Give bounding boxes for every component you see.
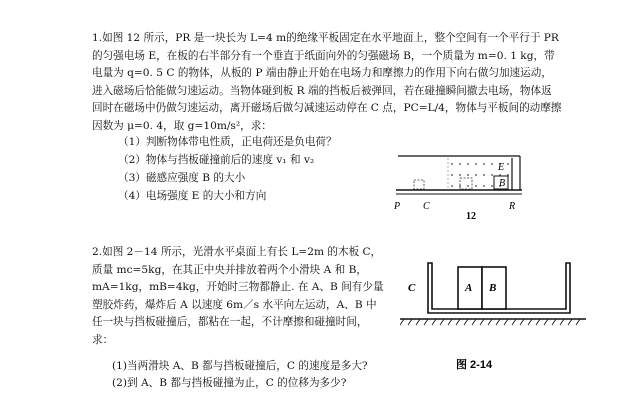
problem-2-question-1: (1)当两滑块 A、B 都与挡板碰撞后，C 的速度是多大? — [112, 360, 368, 372]
problem-2-text: 2.如图 2－14 所示，光滑水平桌面上有长 L=2m 的木板 C，质量 mc=5kg，在其正中央并排放着两个小滑块 A 和 B，mA=1kg，mB=4kg，开始时三物都静止. 在 A、B 间有少量塑胶炸药，爆炸后 A 以速度 6m／s 水平向左运动，A、B 中任一块与挡板碰撞后，都粘在一起，不计摩擦和碰撞时间，求： — [92, 246, 384, 346]
label-c: C — [423, 201, 430, 212]
problem-1-question-2: （2）物体与挡板碰撞前后的速度 v₁ 和 v₂ — [118, 154, 315, 166]
label-b: B — [499, 178, 506, 189]
figure-12 — [390, 150, 530, 222]
problem-1-question-1: （1）判断物体带电性质，正电荷还是负电荷？ — [118, 136, 337, 148]
figure-2-14 — [400, 255, 590, 373]
block-start-outline — [414, 180, 424, 189]
label-p: P — [394, 201, 401, 212]
label-b: B — [489, 282, 497, 294]
problem-1-question-3: （3）磁感应强度 B 的大小 — [118, 172, 246, 184]
figure-2-14-caption: 图 2-14 — [456, 359, 493, 371]
block-field-outline — [460, 178, 472, 189]
figure-12-caption: 12 — [466, 211, 476, 222]
problem-1-text: 1.如图 12 所示，PR 是一块长为 L=4 m的绝缘平板固定在水平地面上，整个空间有一个平行于 PR 的匀强电场 E，在板的右半部分有一个垂直于纸面向外的匀强磁场 B，一个质量为 m=0. 1 kg，带电量为 q=0. 5 C 的物体，从板的 P 端由静止开始在电场力和摩擦力的作用下向右做匀加速运动，进入磁场后恰能做匀速运动。当物体碰到板 R 端的挡板后被弹回，若在碰撞瞬间撤去电场，物体返回时在磁场中仍做匀速运动，离开磁场后做匀减速运动停在 C 点，PC=L/4，物体与平板间的动摩擦因数为 μ=0. 4，取 g=10m/s²，求： — [92, 32, 563, 132]
label-a: A — [465, 282, 473, 294]
problem-2-question-2: (2)到 A、B 都与挡板碰撞为止，C 的位移为多少? — [112, 377, 347, 389]
label-e: E — [498, 162, 505, 173]
label-r: R — [509, 201, 516, 212]
problem-1-question-4: （4）电场强度 E 的大小和方向 — [118, 190, 267, 202]
label-c: C — [408, 282, 416, 294]
